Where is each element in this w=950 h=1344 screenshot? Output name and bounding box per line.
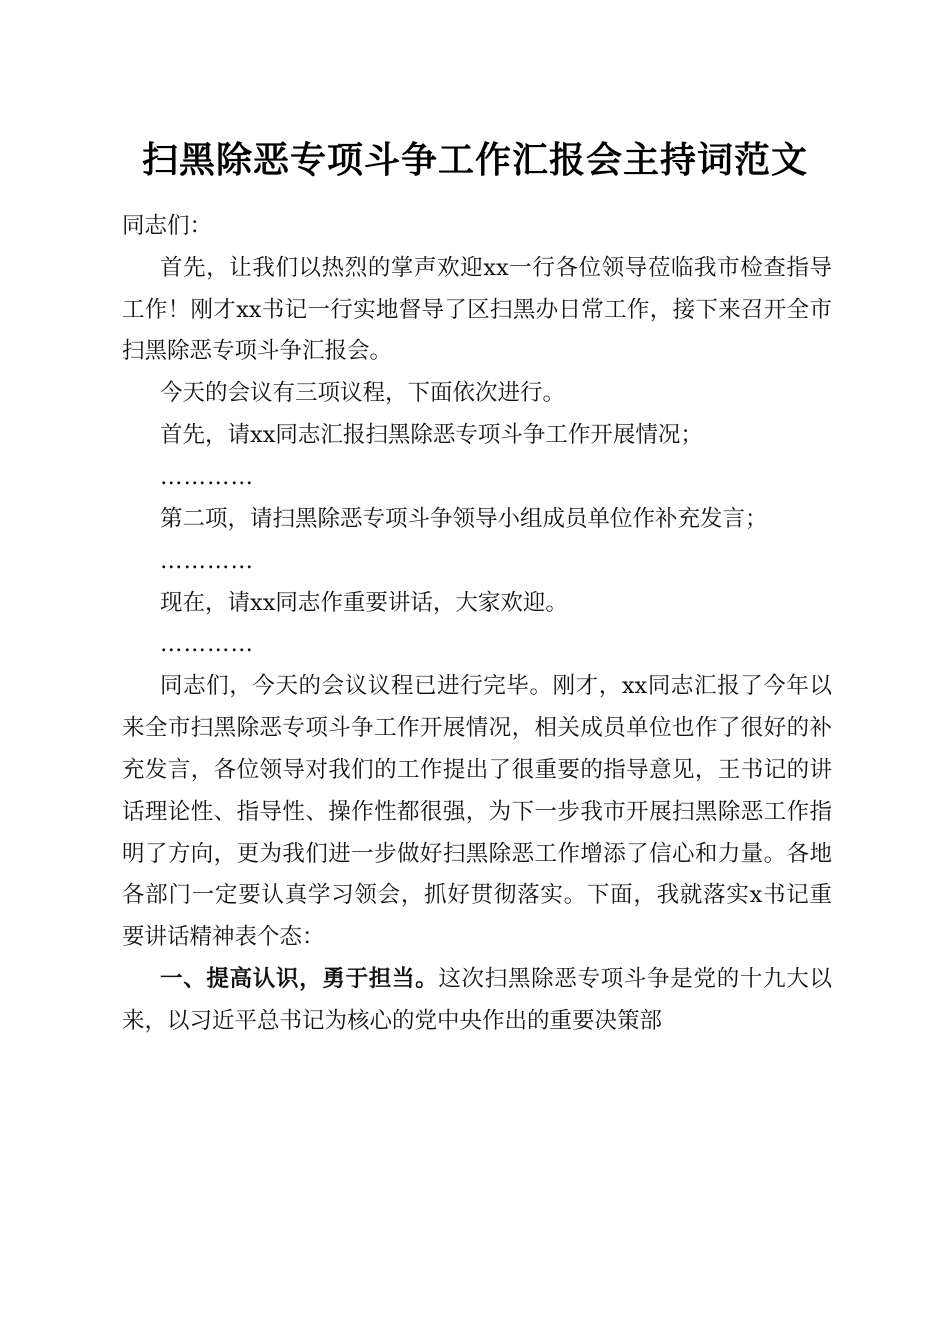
- section-1-text: 这次扫黑除恶专项斗争是党的十九大以来，以习近平总书记为核心的党中央作出的重要决策部: [122, 965, 832, 1034]
- ellipsis-separator: …………: [160, 547, 254, 574]
- paragraph-agenda-intro: 今天的会议有三项议程，下面依次进行。: [160, 380, 566, 407]
- paragraph-section-1: [122, 959, 832, 1043]
- section-1-heading: 一、提高认识，勇于担当。: [160, 965, 439, 992]
- paragraph-agenda-item-2: 第二项，请扫黑除恶专项斗争领导小组成员单位作补充发言；: [160, 505, 768, 532]
- paragraph-welcome: 首先，让我们以热烈的掌声欢迎xx一行各位领导莅临我市检查指导工作！刚才xx书记一行实地督导了区扫黑办日常工作，接下来召开全市扫黑除恶专项斗争汇报会。: [122, 254, 832, 365]
- salutation: 同志们：: [122, 213, 213, 239]
- paragraph-agenda-item-3: 现在，请xx同志作重要讲话，大家欢迎。: [160, 589, 568, 616]
- paragraph-closing-remarks: 同志们，今天的会议议程已进行完毕。刚才，xx同志汇报了今年以来全市扫黑除恶专项斗争工作开展情况，相关成员单位也作了很好的补充发言，各位领导对我们的工作提出了很重要的指导意见，王书记的讲话理论性、指导性、操作性都很强，为下一步我市开展扫黑除恶工作指明了方向，更为我们进一步做好扫黑除恶工作增添了信心和力量。各地各部门一定要认真学习领会，抓好贯彻落实。下面，我就落实x书记重要讲话精神表个态：: [122, 673, 832, 951]
- document-body: [122, 206, 832, 1043]
- document-title: 扫黑除恶专项斗争工作汇报会主持词范文: [141, 139, 808, 181]
- paragraph-agenda-item-1: 首先，请xx同志汇报扫黑除恶专项斗争工作开展情况；: [160, 421, 703, 448]
- ellipsis-separator: …………: [160, 631, 254, 658]
- ellipsis-separator: …………: [160, 463, 254, 490]
